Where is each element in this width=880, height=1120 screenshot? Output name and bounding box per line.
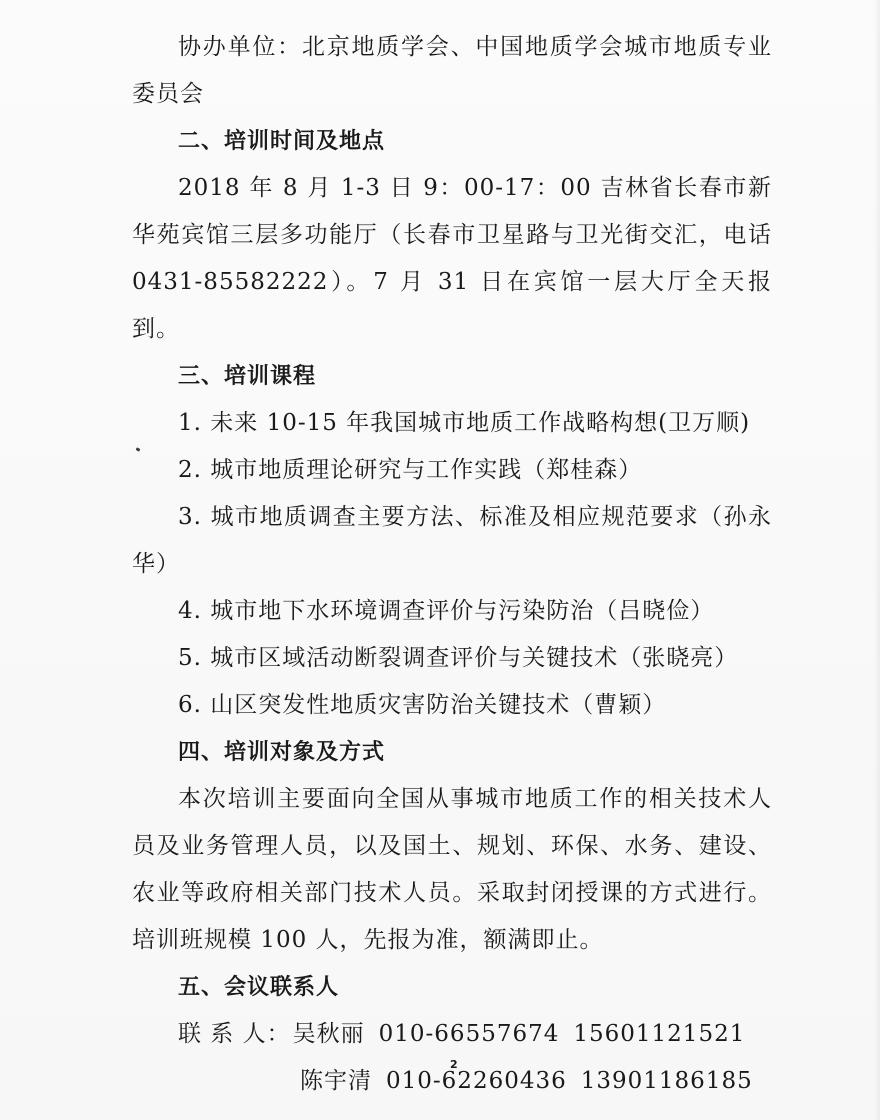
- contact-phone: 010-62260436: [386, 1068, 567, 1094]
- contact-name: 陈宇清: [300, 1068, 372, 1094]
- course-item-3: 3. 城市地质调查主要方法、标准及相应规范要求（孙永华）: [132, 504, 772, 577]
- contact-mobile: 13901186185: [580, 1068, 753, 1094]
- cosponsor-line: 协办单位：北京地质学会、中国地质学会城市地质专业委员会: [132, 34, 772, 107]
- course-item-5: 5. 城市区域活动断裂调查评价与关键技术（张晓亮）: [178, 645, 739, 671]
- audience-paragraph: 本次培训主要面向全国从事城市地质工作的相关技术人员及业务管理人员，以及国土、规划、环保、水务、建设、农业等政府相关部门技术人员。采取封闭授课的方式进行。培训班规模 100 人，先报为准，额满即止。: [132, 786, 772, 953]
- section-heading-time-place: 二、培训时间及地点: [178, 129, 386, 154]
- section-heading-courses: 三、培训课程: [178, 364, 317, 389]
- course-item-4: 4. 城市地下水环境调查评价与污染防治（吕晓俭）: [178, 598, 715, 624]
- contact-label: 联 系 人：: [178, 1021, 291, 1047]
- page-number: 2: [450, 1058, 458, 1071]
- contact-mobile: 15601121521: [573, 1021, 746, 1047]
- course-item-2: 2. 城市地质理论研究与工作实践（郑桂森）: [178, 457, 643, 483]
- time-place-paragraph: 2018 年 8 月 1-3 日 9：00-17：00 吉林省长春市新华苑宾馆三层多功能厅（长春市卫星路与卫光街交汇，电话 0431-85582222）。7 月 31 日在宾馆一层大厅全天报到。: [132, 175, 772, 342]
- section-heading-audience: 四、培训对象及方式: [178, 740, 386, 765]
- contact-phone: 010-66557674: [378, 1021, 560, 1047]
- contact-name: 吴秋丽: [292, 1021, 365, 1047]
- section-heading-contacts: 五、会议联系人: [178, 975, 340, 1000]
- contact-row-1: [132, 1011, 772, 1058]
- course-item-1: 1. 未来 10-15 年我国城市地质工作战略构想(卫万顺): [178, 410, 751, 436]
- scan-edge-shadow: [874, 0, 880, 1120]
- course-item-6: 6. 山区突发性地质灾害防治关键技术（曹颖）: [178, 692, 667, 718]
- document-body: [132, 24, 772, 1105]
